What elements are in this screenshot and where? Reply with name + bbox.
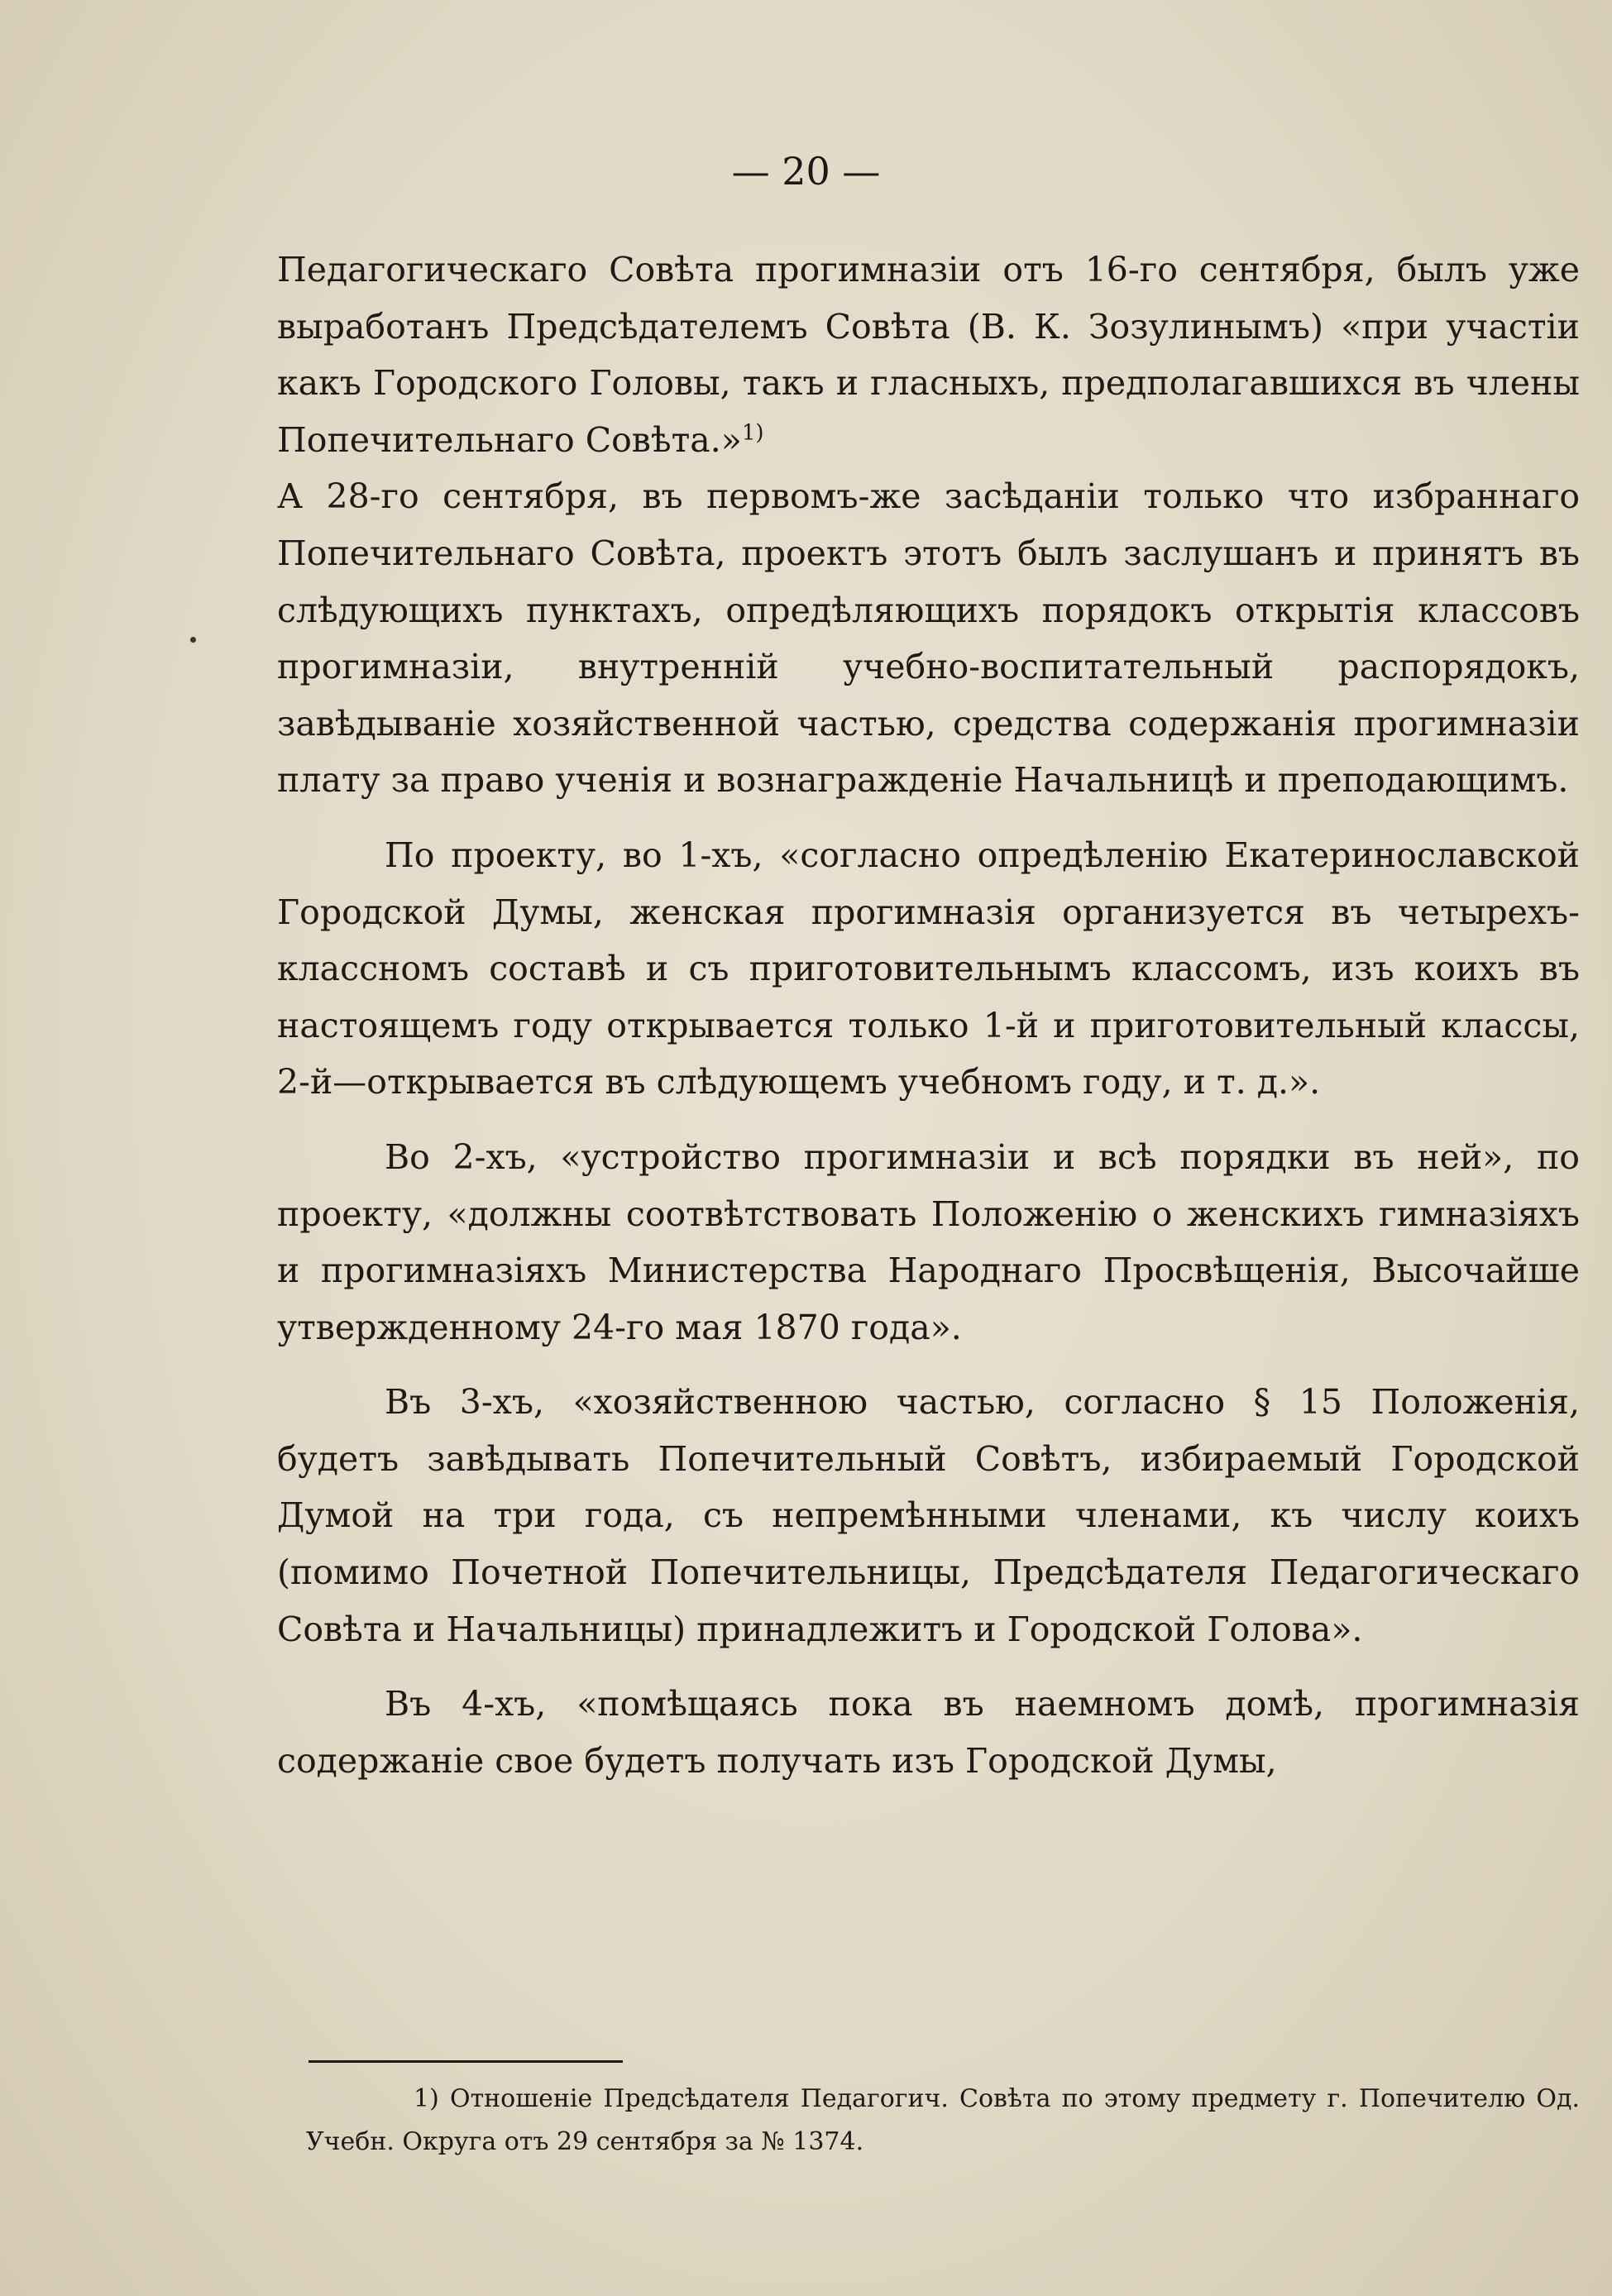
- footnote-divider: [309, 2060, 623, 2063]
- paragraph-3: По проекту, во 1-хъ, «согласно опредѣленію Екатеринославской Городской Думы, женская прогимназія организуется въ четырехъ-классномъ составѣ и съ приготовительнымъ классомъ, изъ коихъ въ настоящемъ году открывается только 1-й и приготовительный классы, 2-й—открывается въ слѣдующемъ учебномъ году, и т. д.».: [277, 835, 1580, 1103]
- paragraph-5: Въ 3-хъ, «хозяйственною частью, согласно § 15 Положенія, будетъ завѣдывать Попечительный Совѣтъ, избираемый Городской Думой на три года, съ непремѣнными членами, къ числу коихъ (помимо Почетной Попечительницы, Предсѣдателя Педагогическаго Совѣта и Начальницы) принадлежитъ и Городской Голова».: [277, 1382, 1580, 1649]
- footnote-ref: 1): [741, 420, 764, 446]
- paragraph-1: [277, 242, 1580, 468]
- main-text: [277, 242, 1580, 1789]
- footnote-text: Отношеніе Предсѣдателя Педагогич. Совѣта по этому предмету г. Попечителю Од. Учебн. Округа отъ 29 сентября за № 1374.: [306, 2084, 1580, 2156]
- paragraph-6: Въ 4-хъ, «помѣщаясь пока въ наемномъ домѣ, прогимназія содержаніе свое будетъ получать изъ Городской Думы,: [277, 1684, 1580, 1781]
- footnote: [306, 2078, 1580, 2164]
- page-number: — 20 —: [731, 149, 881, 194]
- paragraph-1-text: Педагогическаго Совѣта прогимназіи отъ 16-го сентября, былъ уже выработанъ Предсѣдателемъ Совѣта (В. К. Зозулинымъ) «при участіи какъ Городского Головы, такъ и гласныхъ, предполагавшихся въ члены Попечительнаго Совѣта.»: [277, 250, 1580, 460]
- footnote-marker: 1): [414, 2084, 439, 2113]
- paper-speck: [190, 637, 196, 643]
- paragraph-2: А 28-го сентября, въ первомъ-же засѣданіи только что избраннаго Попечительнаго Совѣта, проектъ этотъ былъ заслушанъ и принятъ въ слѣдующихъ пунктахъ, опредѣляющихъ порядокъ открытія классовъ прогимназіи, внутренній учебно-воспитательный распорядокъ, завѣдываніе хозяйственной частью, средства содержанія прогимназіи плату за право ученія и вознагражденіе Начальницѣ и преподающимъ.: [277, 476, 1580, 801]
- paragraph-4: Во 2-хъ, «устройство прогимназіи и всѣ порядки въ ней», по проекту, «должны соотвѣтствовать Положенію о женскихъ гимназіяхъ и прогимназіяхъ Министерства Народнаго Просвѣщенія, Высочайше утвержденному 24-го мая 1870 года».: [277, 1136, 1580, 1347]
